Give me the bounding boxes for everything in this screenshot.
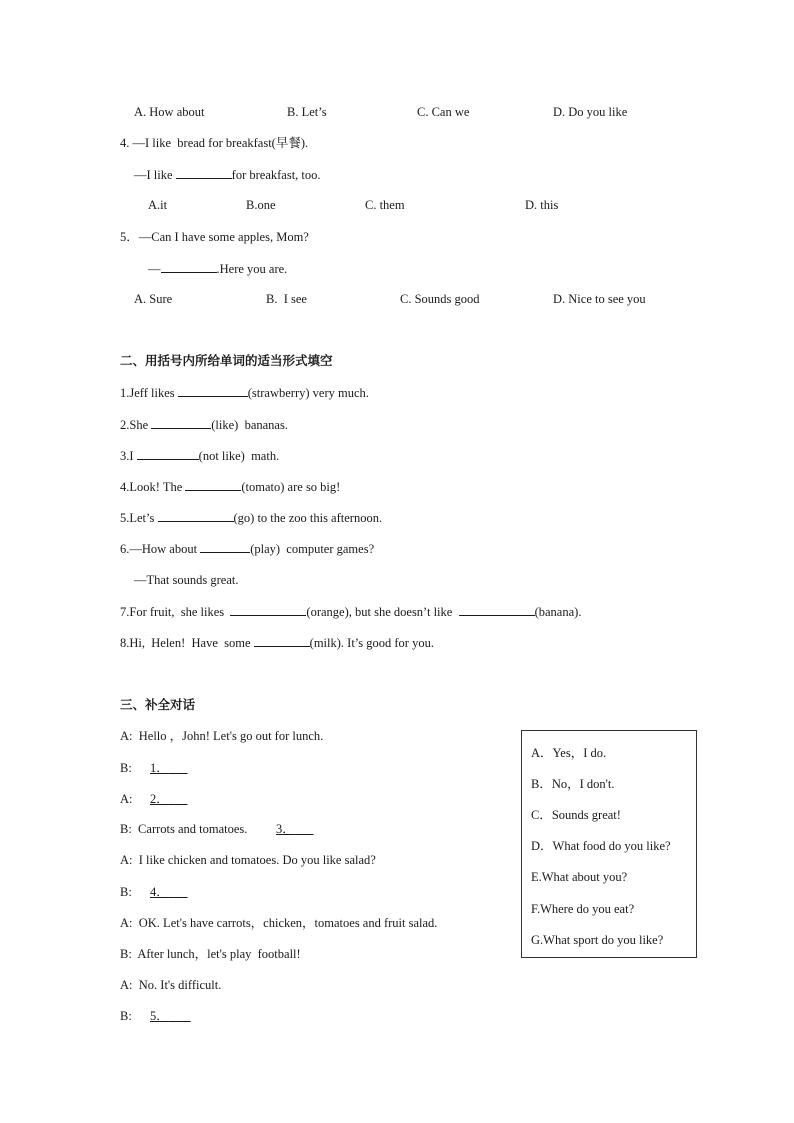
box-option-c: C．Sounds great! bbox=[531, 808, 621, 822]
box-option-d: D．What food do you like? bbox=[531, 839, 671, 853]
dialog-line-8: B: After lunch，let's play football! bbox=[120, 947, 301, 961]
section2-title: 二、用括号内所给单词的适当形式填空 bbox=[120, 353, 333, 368]
box-option-e: E.What about you? bbox=[531, 870, 628, 884]
q5-option-a: A. Sure bbox=[134, 292, 173, 306]
q3-option-a: A. How about bbox=[134, 105, 205, 119]
q5-question: 5．—Can I have some apples, Mom? bbox=[120, 230, 309, 244]
s2-blank-1[interactable] bbox=[178, 384, 248, 397]
s2-item-1: 1.Jeff likes (strawberry) very much. bbox=[120, 386, 369, 400]
s2-item-2: 2.She (like) bananas. bbox=[120, 418, 288, 432]
dialog-line-9: A: No. It's difficult. bbox=[120, 978, 222, 992]
s2-item-6: 6.—How about (play) computer games? bbox=[120, 542, 375, 556]
s2-blank-3[interactable] bbox=[137, 447, 199, 460]
s2-item-6-reply: —That sounds great. bbox=[134, 573, 239, 587]
s2-blank-6[interactable] bbox=[200, 540, 250, 553]
dialog-line-1: A: Hello ，John! Let's go out for lunch. bbox=[120, 729, 324, 743]
dialog-line-3: A: bbox=[120, 792, 133, 806]
s2-blank-7b[interactable] bbox=[459, 603, 535, 616]
dialog-line-2: B: bbox=[120, 761, 132, 775]
q4-blank[interactable] bbox=[176, 166, 232, 179]
q5-answer-line: — .Here you are. bbox=[148, 262, 288, 276]
box-option-g: G.What sport do you like? bbox=[531, 933, 664, 947]
box-option-f: F.Where do you eat? bbox=[531, 902, 635, 916]
section3-title: 三、补全对话 bbox=[120, 697, 196, 712]
q3-option-c: C. Can we bbox=[417, 105, 470, 119]
q3-option-d: D. Do you like bbox=[553, 105, 628, 119]
s2-blank-7a[interactable] bbox=[230, 603, 306, 616]
dialog-line-4: B: Carrots and tomatoes. bbox=[120, 822, 248, 836]
dialog-line-5: A: I like chicken and tomatoes. Do you like salad? bbox=[120, 853, 376, 867]
s2-item-8: 8.Hi, Helen! Have some (milk). It’s good for you. bbox=[120, 636, 434, 650]
dialog-blank-3[interactable]: 3． bbox=[276, 822, 295, 836]
q5-option-d: D. Nice to see you bbox=[553, 292, 646, 306]
dialog-blank-5[interactable]: 5． bbox=[150, 1009, 169, 1023]
dialog-blank-1[interactable]: 1． bbox=[150, 761, 169, 775]
dialog-line-7: A: OK. Let's have carrots，chicken，tomatoes and fruit salad. bbox=[120, 916, 438, 930]
dialog-blank-2[interactable]: 2． bbox=[150, 792, 169, 806]
q4-option-b: B.one bbox=[246, 198, 276, 212]
q5-option-c: C. Sounds good bbox=[400, 292, 480, 306]
box-option-a: A．Yes，I do. bbox=[531, 746, 607, 760]
s2-item-7: 7.For fruit, she likes (orange), but she doesn’t like (banana). bbox=[120, 605, 582, 619]
q4-option-d: D. this bbox=[525, 198, 559, 212]
s2-blank-4[interactable] bbox=[185, 478, 241, 491]
s2-blank-2[interactable] bbox=[151, 416, 211, 429]
dialog-line-6: B: bbox=[120, 885, 132, 899]
dialog-line-10: B: bbox=[120, 1009, 132, 1023]
q4-option-a: A.it bbox=[148, 198, 168, 212]
box-option-b: B．No，I don't. bbox=[531, 777, 615, 791]
s2-blank-5[interactable] bbox=[158, 509, 234, 522]
q4-option-c: C. them bbox=[365, 198, 405, 212]
s2-item-3: 3.I (not like) math. bbox=[120, 449, 280, 463]
q4-answer-line: —I like for breakfast, too. bbox=[134, 168, 321, 182]
q5-blank[interactable] bbox=[161, 260, 217, 273]
answer-options-box bbox=[521, 730, 697, 958]
s2-blank-8[interactable] bbox=[254, 634, 310, 647]
s2-item-4: 4.Look! The (tomato) are so big! bbox=[120, 480, 341, 494]
q3-option-b: B. Let’s bbox=[287, 105, 327, 119]
q5-option-b: B. I see bbox=[266, 292, 307, 306]
q4-question: 4. —I like bread for breakfast(早餐). bbox=[120, 136, 309, 150]
s2-item-5: 5.Let’s (go) to the zoo this afternoon. bbox=[120, 511, 383, 525]
dialog-blank-4[interactable]: 4． bbox=[150, 885, 169, 899]
